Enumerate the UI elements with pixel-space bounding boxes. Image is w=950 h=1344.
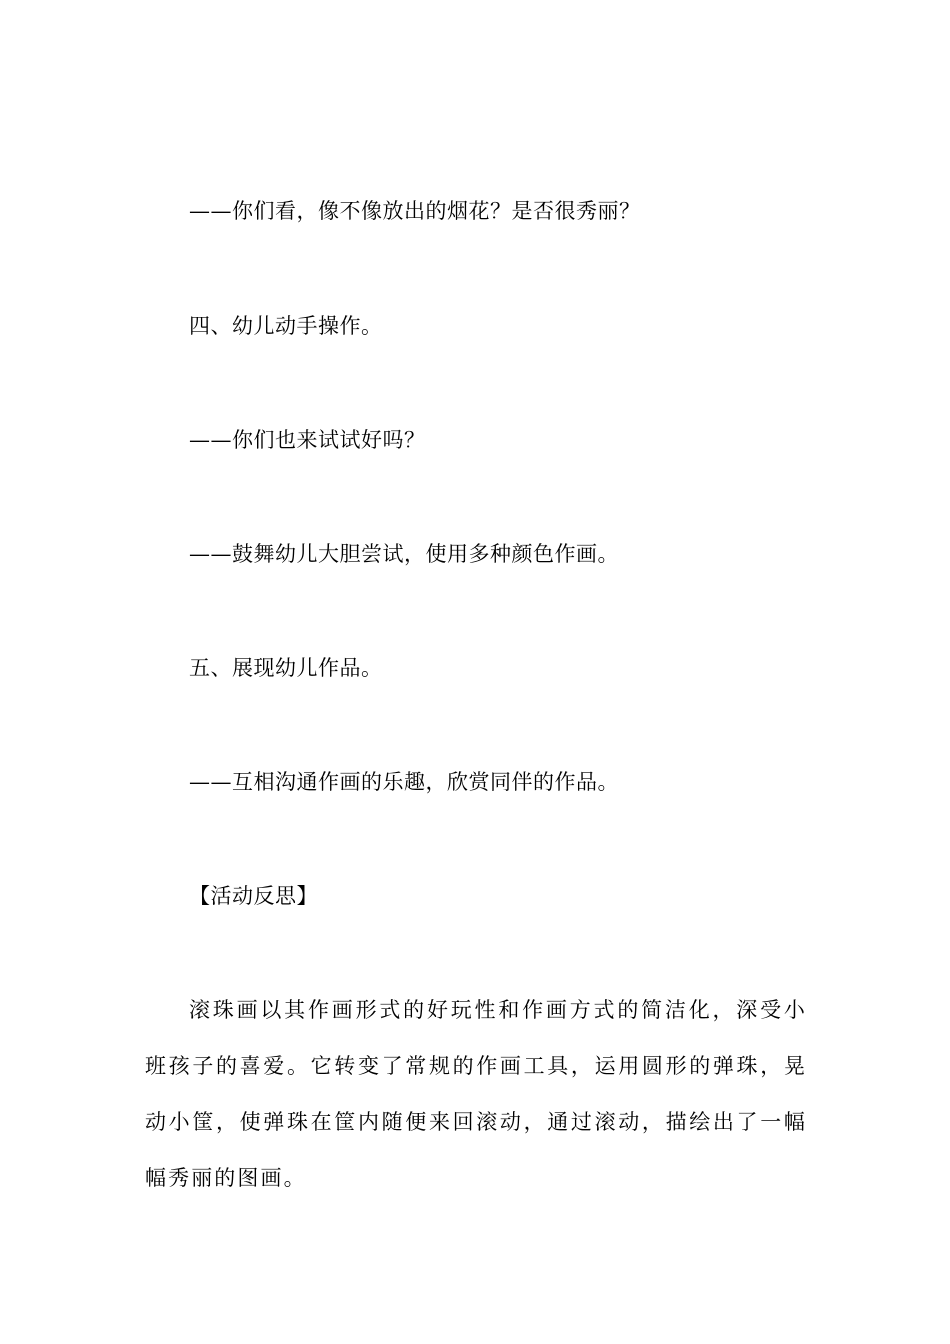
step-four-heading: 四、幼儿动手操作。 bbox=[189, 314, 383, 338]
dialogue-line-fireworks: ——你们看，像不像放出的烟花？是否很秀丽？ bbox=[189, 199, 641, 223]
dialogue-line-try: ——你们也来试试好吗？ bbox=[189, 428, 426, 452]
reflection-paragraph: 滚珠画以其作画形式的好玩性和作画方式的简洁化，深受小班孩子的喜爱。它转变了常规的作画工具，运用圆形的弹珠，晃动小筐，使弹珠在筐内随便来回滚动，通过滚动，描绘出了一幅幅秀丽的图画。 bbox=[145, 998, 807, 1190]
dialogue-line-encourage: ——鼓舞幼儿大胆尝试，使用多种颜色作画。 bbox=[189, 542, 619, 566]
dialogue-line-share: ——互相沟通作画的乐趣，欣赏同伴的作品。 bbox=[189, 770, 619, 794]
step-five-heading: 五、展现幼儿作品。 bbox=[189, 656, 383, 680]
section-heading-reflection: 【活动反思】 bbox=[189, 884, 318, 908]
